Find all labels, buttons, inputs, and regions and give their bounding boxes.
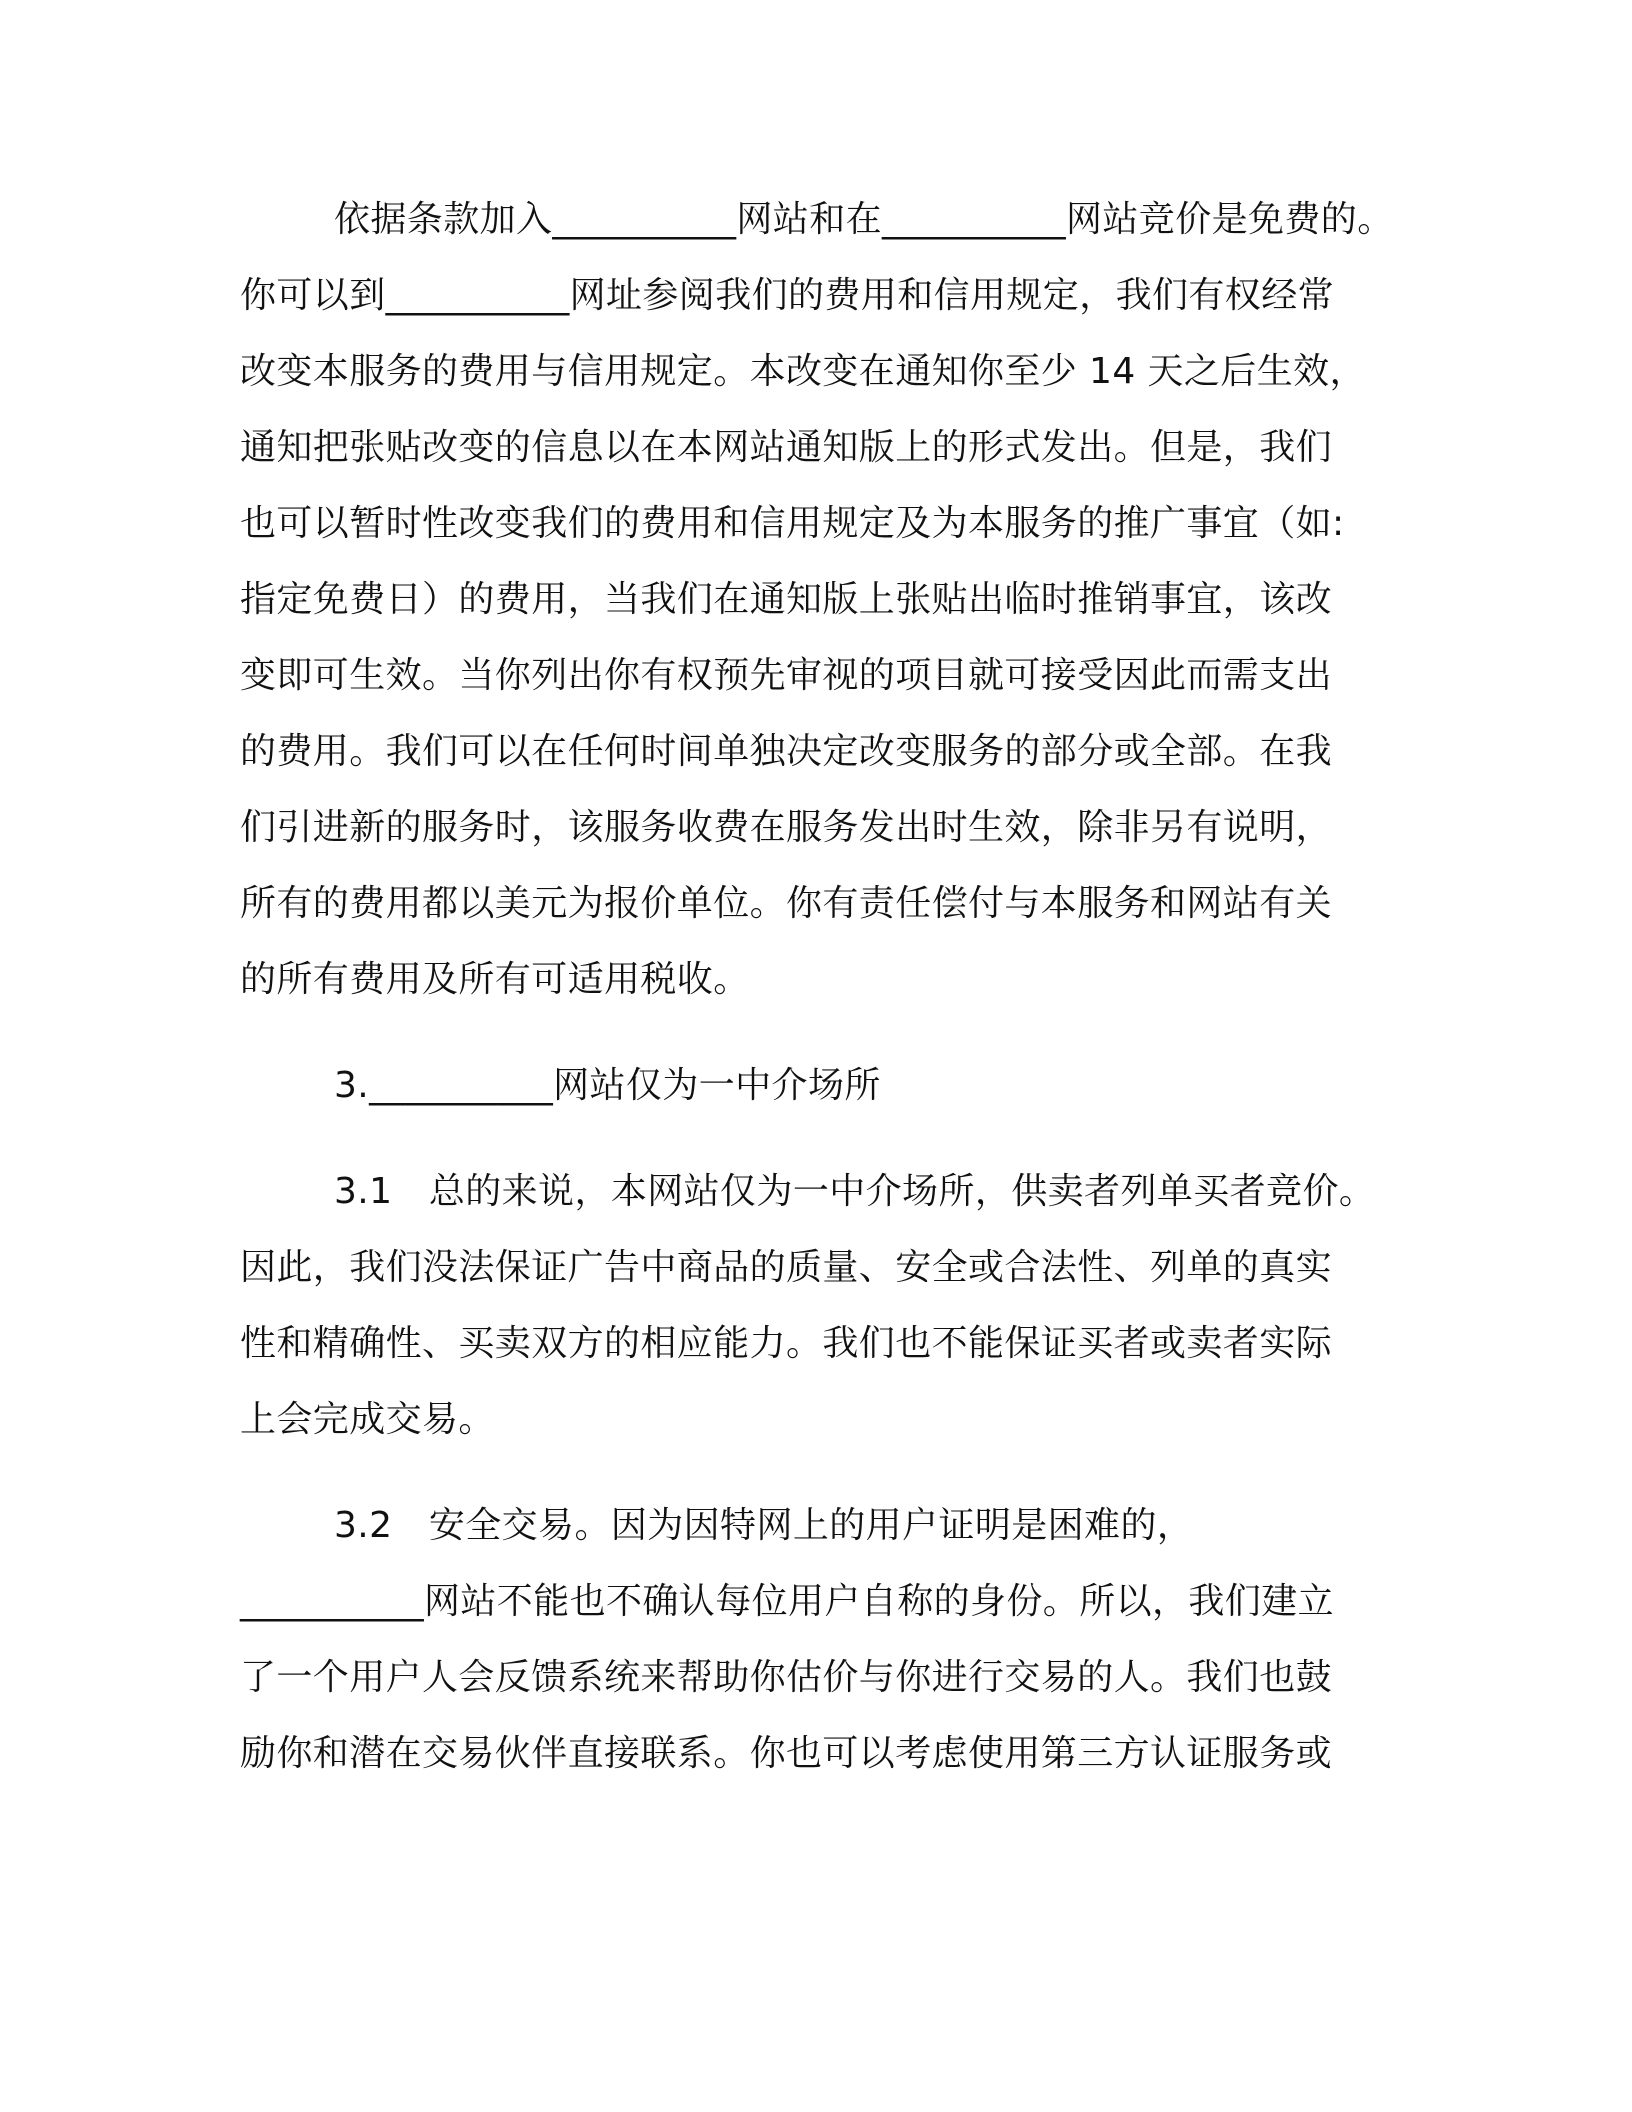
- text-line: 的费用。我们可以在任何时间单独决定改变服务的部分或全部。在我: [240, 731, 1333, 772]
- section-heading: 3.__________网站仅为一中介场所: [334, 1065, 881, 1106]
- text-line: 你可以到__________网址参阅我们的费用和信用规定，我们有权经常: [240, 275, 1335, 316]
- text-line: 也可以暂时性改变我们的费用和信用规定及为本服务的推广事宜（如:: [240, 503, 1345, 544]
- text-line: 们引进新的服务时，该服务收费在服务发出时生效，除非另有说明，: [240, 807, 1333, 848]
- text-line: 上会完成交易。: [240, 1399, 495, 1440]
- text-line: 通知把张贴改变的信息以在本网站通知版上的形式发出。但是，我们: [240, 427, 1333, 468]
- text-line: 改变本服务的费用与信用规定。本改变在通知你至少 14 天之后生效，: [240, 351, 1366, 392]
- text-line: 所有的费用都以美元为报价单位。你有责任偿付与本服务和网站有关: [240, 883, 1333, 924]
- text-line: 的所有费用及所有可适用税收。: [240, 959, 750, 1000]
- text-line: 因此，我们没法保证广告中商品的质量、安全或合法性、列单的真实: [240, 1247, 1333, 1288]
- text-line: 3.2 安全交易。因为因特网上的用户证明是困难的，: [334, 1505, 1194, 1546]
- text-line: 励你和潜在交易伙伴直接联系。你也可以考虑使用第三方认证服务或: [240, 1733, 1333, 1774]
- text-line: 指定免费日）的费用，当我们在通知版上张贴出临时推销事宜，该改: [240, 579, 1333, 620]
- text-line: 3.1 总的来说，本网站仅为一中介场所，供卖者列单买者竞价。: [334, 1171, 1376, 1212]
- text-line: __________网站不能也不确认每位用户自称的身份。所以，我们建立: [240, 1581, 1335, 1622]
- text-line: 了一个用户人会反馈系统来帮助你估价与你进行交易的人。我们也鼓: [240, 1657, 1333, 1698]
- text-line: 变即可生效。当你列出你有权预先审视的项目就可接受因此而需支出: [240, 655, 1333, 696]
- text-line: 性和精确性、买卖双方的相应能力。我们也不能保证买者或卖者实际: [240, 1323, 1333, 1364]
- text-line: 依据条款加入__________网站和在__________网站竞价是免费的。: [334, 199, 1394, 240]
